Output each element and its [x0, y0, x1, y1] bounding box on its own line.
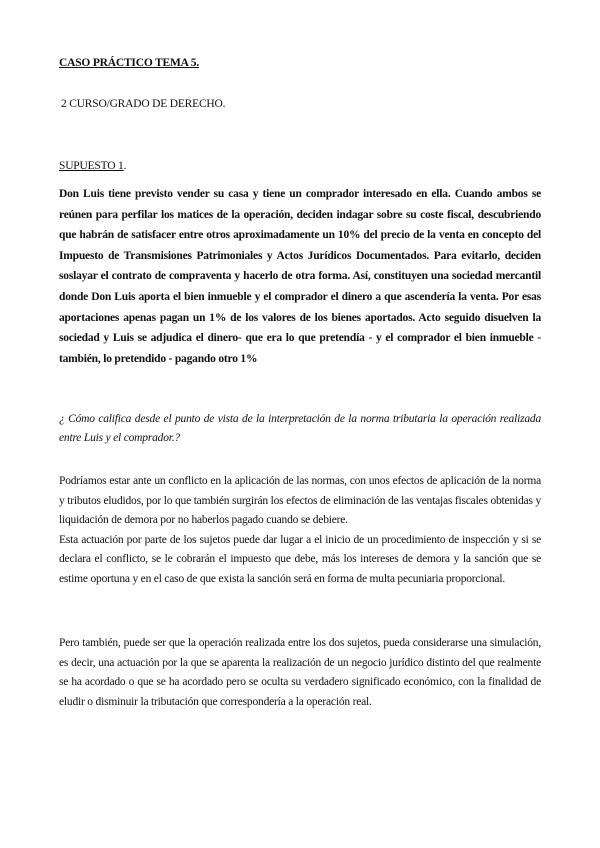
- course-subtitle: 2 CURSO/GRADO DE DERECHO.: [61, 98, 226, 110]
- case-statement: Don Luis tiene previsto vender su casa y tiene un comprador interesado en ella. Cuando ambos se reúnen para perfilar los matices de la operación, deciden indagar sobre su coste fiscal, descubriendo que habrán de satisfacer entre otros aproximadamente un 10% del precio de la venta en concepto del Impuesto de Transmisiones Patrimoniales y Actos Jurídicos Documentados. Para evitarlo, deciden soslayar el contrato de compraventa y hacerlo de otra forma. Así, constituyen una sociedad mercantil donde Don Luis aporta el bien inmueble y el comprador el dinero a que ascendería la venta. Por esas aportaciones apenas pagan un 1% de los valores de los bienes aportados. Acto seguido disuelven la sociedad y Luis se adjudica el dinero- que era lo que pretendía - y el comprador el bien inmueble - también, lo pretendido - pagando otro 1%: [59, 188, 541, 365]
- answer-paragraph-2: Pero también, puede ser que la operación realizada entre los dos sujetos, pueda considerarse una simulación, es decir, una actuación por la que se aparenta la realización de un negocio jurídico distinto del que realmente se ha acordado o que se ha acordado pero se oculta su verdadero significado económico, con la finalidad de eludir o disminuir la tributación que correspondería a la operación real.: [59, 637, 541, 708]
- answer-paragraph-1: [59, 472, 541, 589]
- document-title: CASO PRÁCTICO TEMA 5.: [59, 57, 199, 69]
- answer-paragraph-1a: Podríamos estar ante un conflicto en la aplicación de las normas, con unos efectos de aplicación de la norma y tributos eludidos, por lo que también surgirán los efectos de eliminación de las ventajas fiscales obtenidas y liquidación de demora por no haberlos pagado cuando se debiere.: [59, 475, 541, 526]
- question-text: ¿ Cómo califica desde el punto de vista de la interpretación de la norma tributaria la operación realizada entre Luis y el comprador.?: [59, 413, 541, 444]
- supuesto-suffix: .: [123, 160, 127, 172]
- supuesto-heading: [59, 160, 126, 172]
- supuesto-label: SUPUESTO 1: [59, 160, 124, 172]
- answer-paragraph-1b: Esta actuación por parte de los sujetos puede dar lugar a el inicio de un procedimiento de inspección y si se declara el conflicto, se le cobrarán el impuesto que debe, más los intereses de demora y la sanción que se estime oportuna y en el caso de que exista la sanción será en forma de multa pecuniaria proporcional.: [59, 533, 541, 585]
